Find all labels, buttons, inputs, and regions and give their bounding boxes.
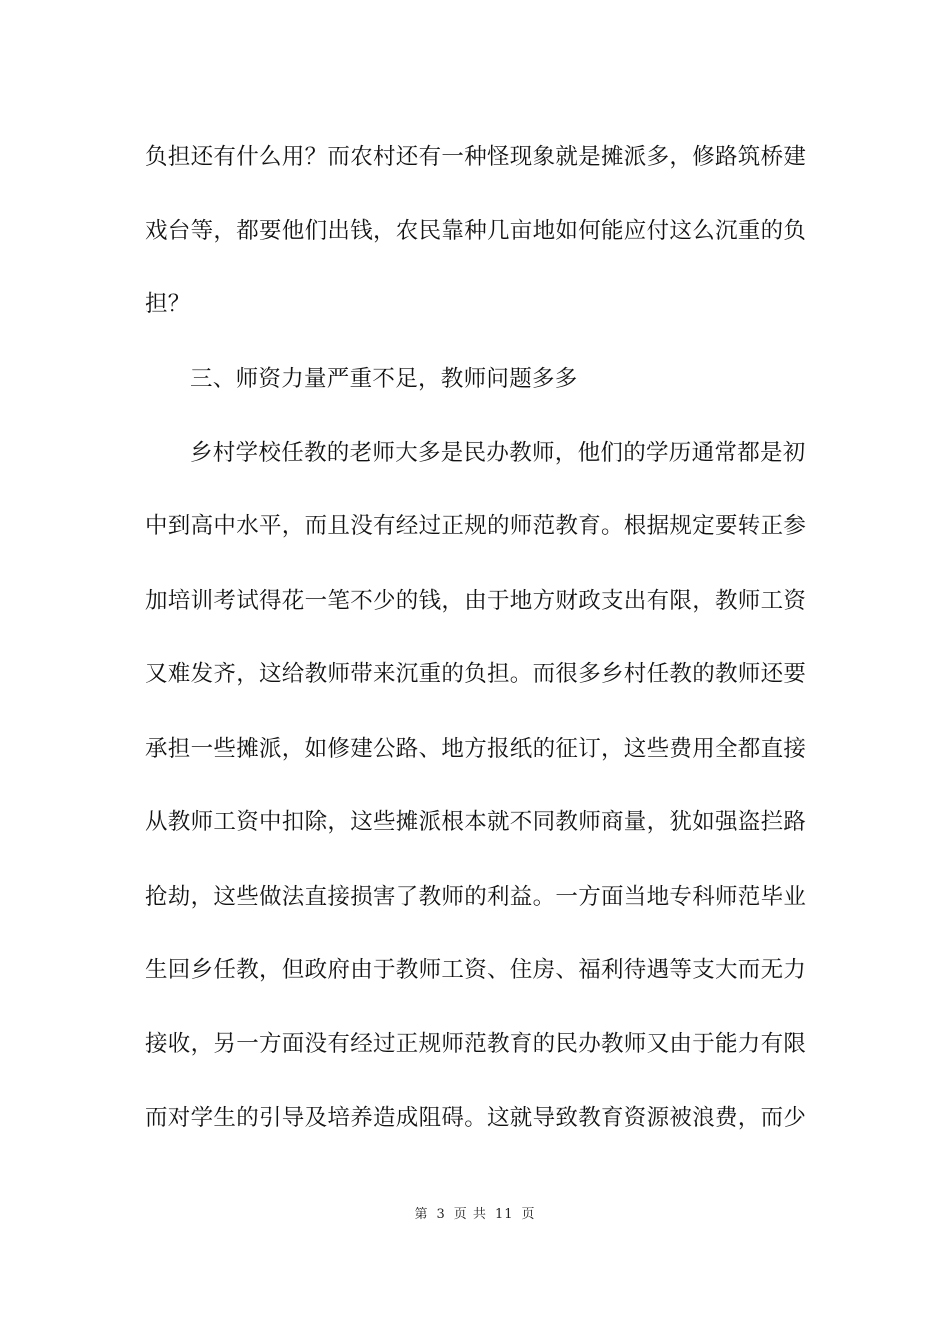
text-line: 担？ (145, 291, 191, 317)
text-line: 承担一些摊派，如修建公路、地方报纸的征订，这些费用全都直接 (145, 736, 807, 762)
text-line: 负担还有什么用？而农村还有一种怪现象就是摊派多，修路筑桥建 (145, 144, 807, 170)
total-pages-number: 11 (494, 1207, 514, 1222)
text-line: 又难发齐，这给教师带来沉重的负担。而很多乡村任教的教师还要 (145, 661, 807, 687)
footer-middle: 页 共 (453, 1207, 487, 1222)
page-footer (0, 1206, 950, 1224)
current-page-number: 3 (436, 1207, 446, 1222)
text-line: 中到高中水平，而且没有经过正规的师范教育。根据规定要转正参 (145, 513, 807, 539)
text-line: 加培训考试得花一笔不少的钱，由于地方财政支出有限，教师工资 (145, 588, 807, 614)
footer-suffix: 页 (521, 1207, 536, 1222)
text-line: 乡村学校任教的老师大多是民办教师，他们的学历通常都是初 (190, 440, 806, 466)
text-line: 从教师工资中扣除，这些摊派根本就不同教师商量，犹如强盗拦路 (145, 809, 807, 835)
text-line: 而对学生的引导及培养造成阻碍。这就导致教育资源被浪费，而少 (145, 1105, 807, 1131)
footer-prefix: 第 (414, 1207, 429, 1222)
text-line: 抢劫，这些做法直接损害了教师的利益。一方面当地专科师范毕业 (145, 884, 807, 910)
text-line: 生回乡任教，但政府由于教师工资、住房、福利待遇等支大而无力 (145, 957, 807, 983)
text-line: 接收，另一方面没有经过正规师范教育的民办教师又由于能力有限 (145, 1031, 807, 1057)
section-heading: 三、师资力量严重不足，教师问题多多 (190, 366, 578, 392)
text-line: 戏台等，都要他们出钱，农民靠种几亩地如何能应付这么沉重的负 (145, 218, 807, 244)
